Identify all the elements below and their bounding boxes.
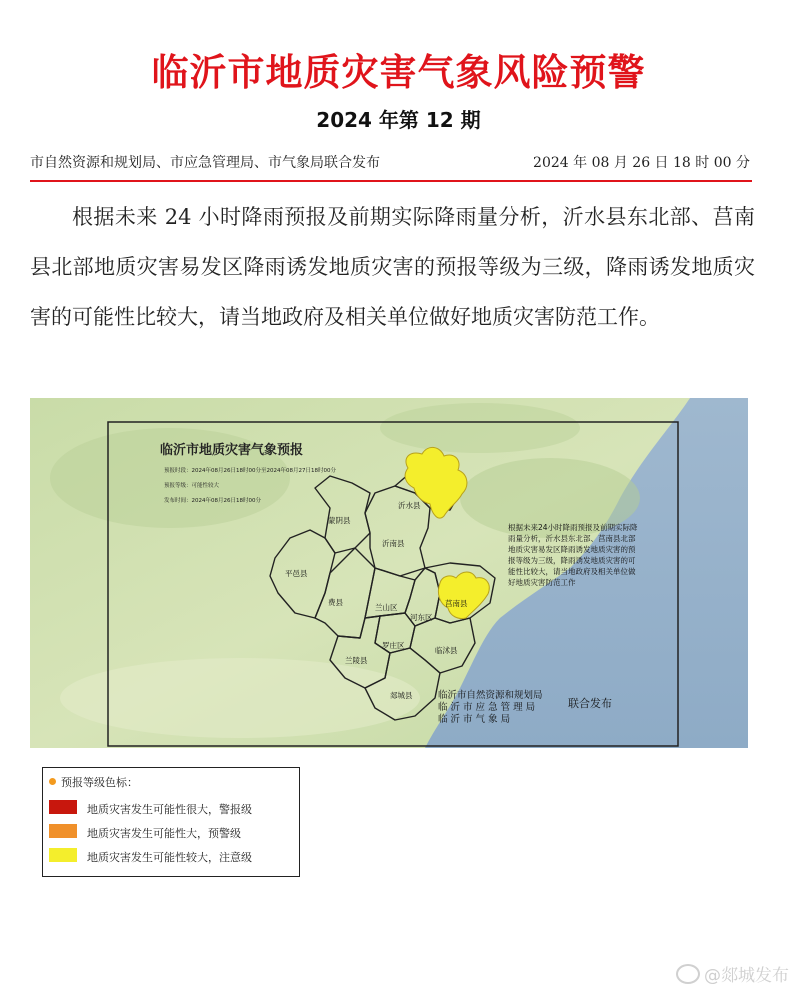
- label-yinan: 沂南县: [382, 539, 405, 548]
- label-pingyi: 平邑县: [285, 569, 308, 578]
- label-linshu: 临沭县: [435, 646, 458, 655]
- label-hedong: 河东区: [410, 613, 433, 622]
- label-tancheng: 郯城县: [390, 691, 413, 700]
- label-feixian: 费县: [328, 598, 343, 607]
- warning-map: [30, 398, 748, 748]
- publisher-row: [30, 152, 750, 176]
- map-joint: 联合发布: [568, 697, 612, 710]
- map-title: 临沂市地质灾害气象预报: [160, 443, 304, 458]
- publish-date: 2024 年 08 月 26 日 18 时 00 分: [533, 155, 750, 171]
- orange-dot-icon: [49, 778, 56, 785]
- map-note: 根据未来24小时降雨预报及前期实际降雨量分析，沂水县东北部、莒南县北部地质灾害易发区降雨诱发地质灾害的预报等级为三级，降雨诱发地质灾害的可能性比较大，请当地政府及相关单位做好地质灾害防范工作: [508, 523, 638, 587]
- weibo-icon: [676, 964, 700, 984]
- page-title: 临沂市地质灾害气象风险预警: [151, 51, 646, 94]
- legend-swatch-yellow: [49, 848, 77, 862]
- label-luozhuang: 罗庄区: [382, 641, 405, 650]
- map-issuer-3: 临 沂 市 气 象 局: [438, 714, 511, 725]
- label-mengyin: 蒙阴县: [328, 516, 351, 525]
- map-issuer-1: 临沂市自然资源和规划局: [438, 690, 543, 701]
- legend-heading: 预报等级色标：: [49, 774, 138, 790]
- legend-box: 预报等级色标： 地质灾害发生可能性很大，警报级 地质灾害发生可能性大，预警级 地质灾害发生可能性较大，注意级: [42, 767, 300, 877]
- red-divider: [30, 180, 752, 182]
- map-issuer-2: 临 沂 市 应 急 管 理 局: [438, 702, 536, 713]
- label-yishui: 沂水县: [398, 501, 421, 510]
- legend-swatch-orange: [49, 824, 77, 838]
- issue-number: 2024 年第 12 期: [316, 108, 481, 132]
- legend-swatch-red: [49, 800, 77, 814]
- label-lanshan: 兰山区: [375, 603, 398, 612]
- publishers: 市自然资源和规划局、市应急管理局、市气象局联合发布: [30, 155, 380, 171]
- label-lanling: 兰陵县: [345, 656, 368, 665]
- map-line1: 预报时段：2024年08月26日18时00分至2024年08月27日18时00分: [164, 468, 336, 474]
- map-line2: 预报等级：可能性较大: [164, 483, 220, 489]
- map-line3: 发布时间：2024年08月26日18时00分: [164, 498, 261, 504]
- warning-paragraph: 根据未来 24 小时降雨预报及前期实际降雨量分析，沂水县东北部、莒南县北部地质灾害易发区降雨诱发地质灾害的预报等级为三级，降雨诱发地质灾害的可能性比较大，请当地政府及相关单位做好地质灾害防范工作。: [30, 205, 755, 329]
- label-junan: 莒南县: [445, 599, 468, 608]
- weibo-watermark: @郯城发布: [676, 961, 789, 986]
